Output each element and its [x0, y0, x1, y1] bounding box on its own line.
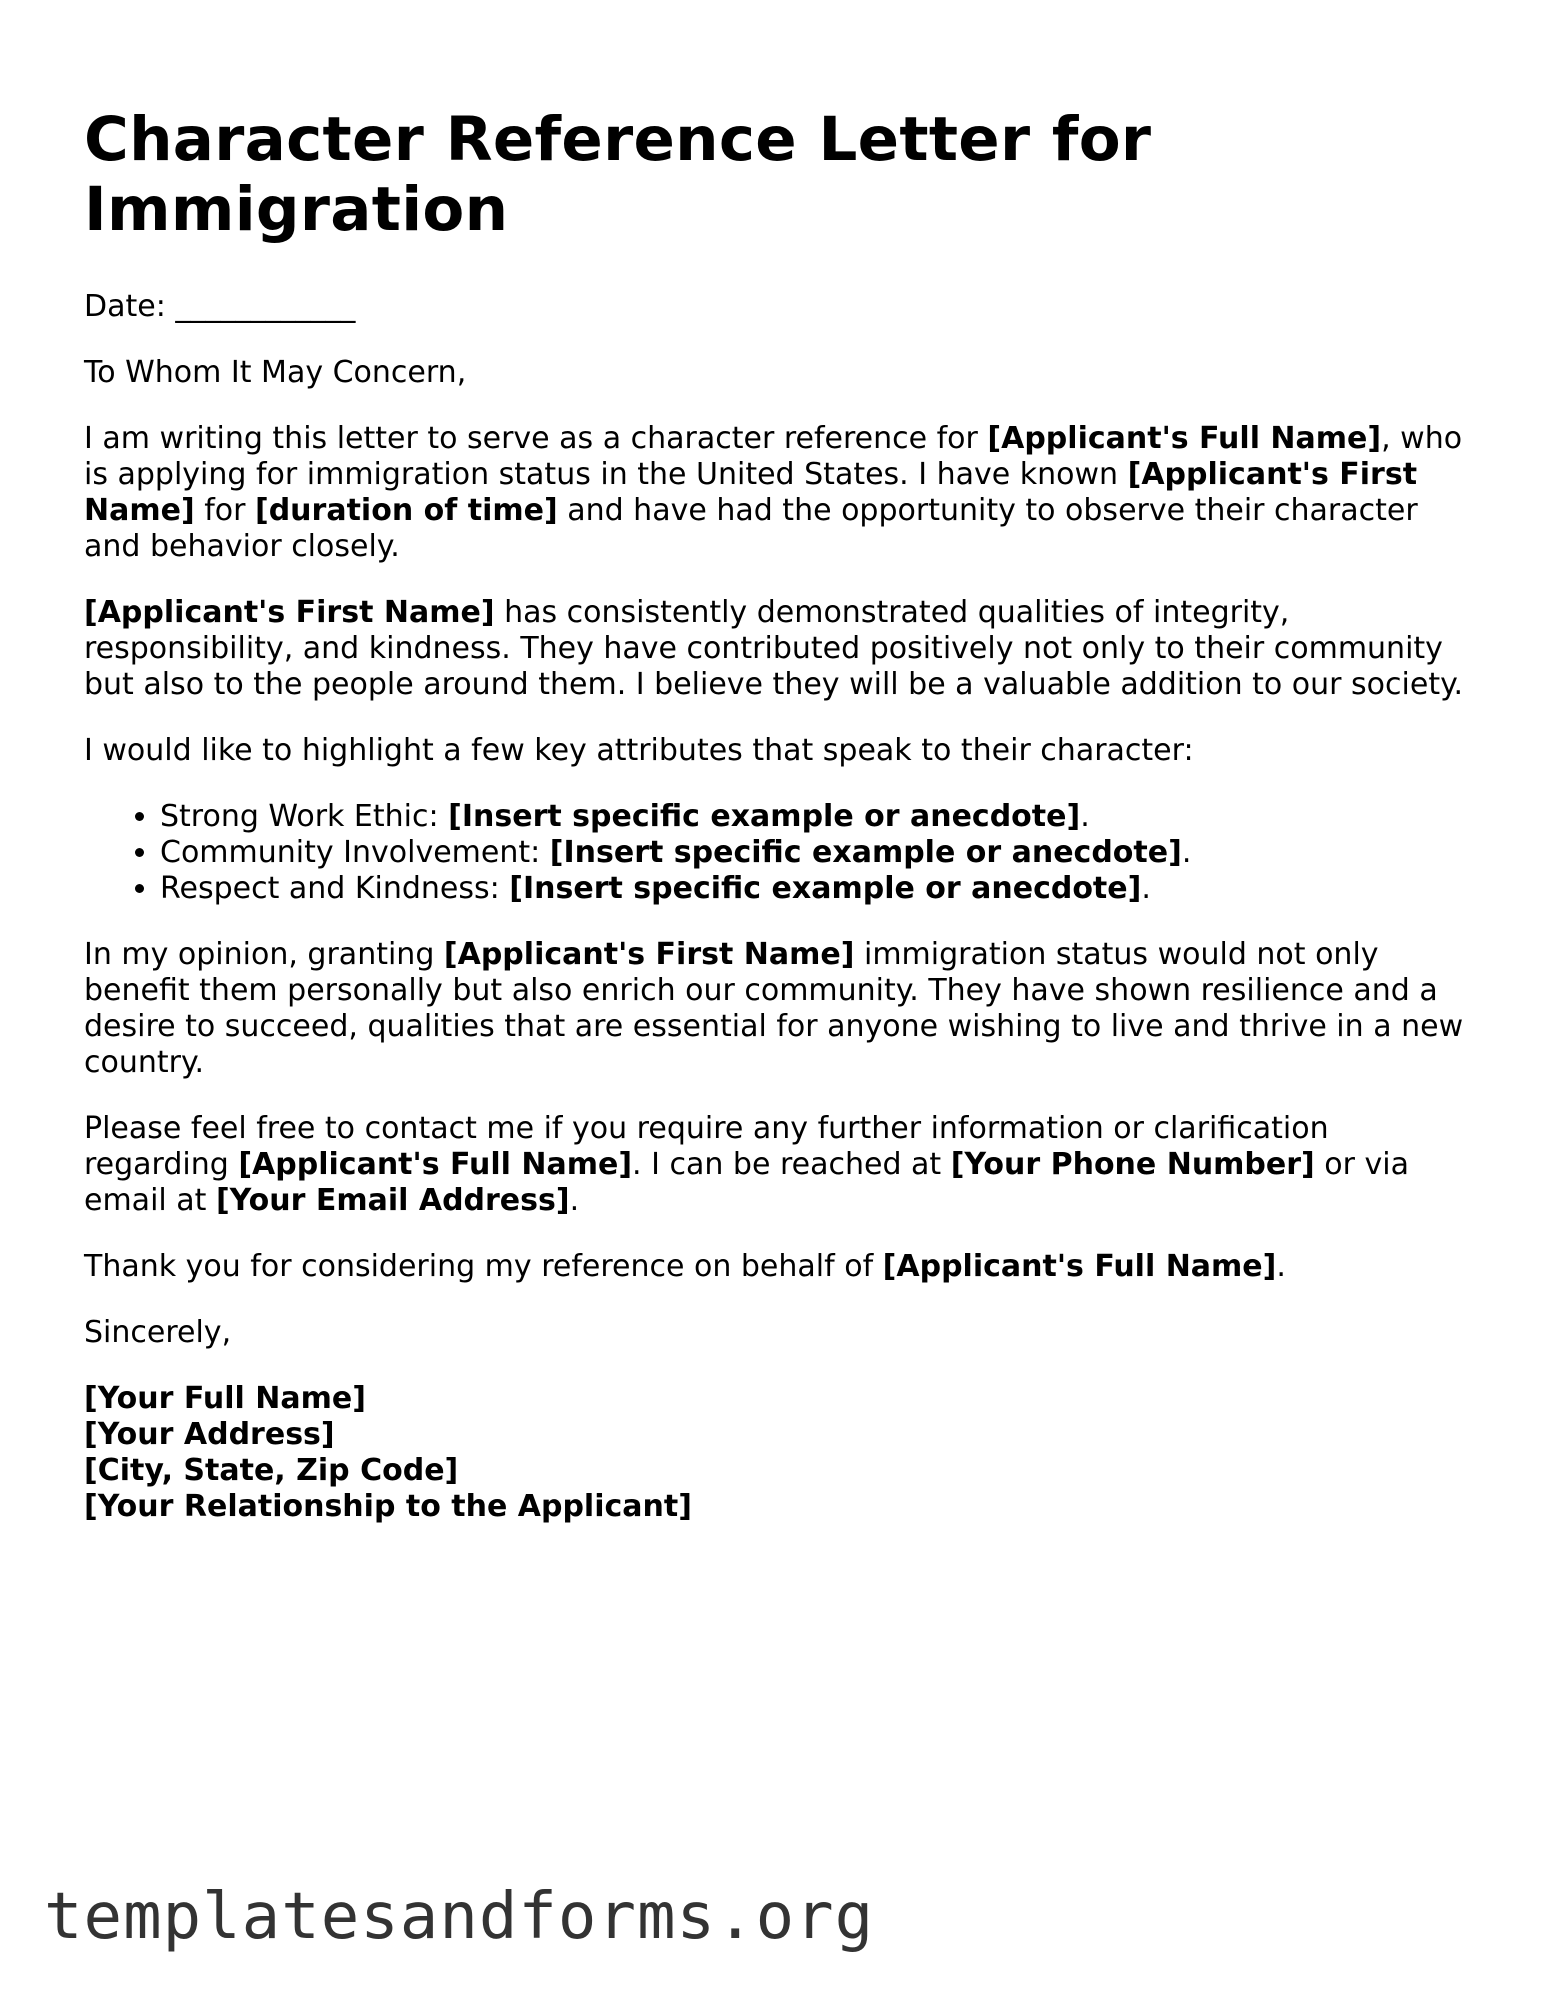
text: Thank you for considering my reference on behalf of	[84, 1249, 883, 1284]
text: .	[1276, 1249, 1286, 1284]
date-line	[84, 289, 1464, 325]
attribute-label: Strong Work Ethic:	[160, 799, 449, 834]
letter	[84, 105, 1464, 1525]
text: I am writing this letter to serve as a character reference for	[84, 421, 988, 456]
salutation: To Whom It May Concern,	[84, 355, 467, 390]
paragraph-qualities	[84, 595, 1464, 703]
list-item	[160, 835, 1464, 871]
signature-name: [Your Full Name]	[84, 1381, 366, 1416]
closing: Sincerely,	[84, 1315, 232, 1350]
placeholder-applicant-first-name: [Applicant's First Name]	[84, 457, 1418, 528]
text: and have had the opportunity to observe their character and behavior closely.	[84, 493, 1418, 564]
text: immigration status would not only benefit them personally but also enrich our community. They have shown resilience and a desire to succeed, qualities that are essential for anyone wishing to live and thrive in a new country.	[84, 937, 1464, 1080]
placeholder-phone: [Your Phone Number]	[950, 1147, 1315, 1182]
text: In my opinion, granting	[84, 937, 444, 972]
placeholder-applicant-full-name: [Applicant's Full Name]	[238, 1147, 633, 1182]
text: .	[1080, 799, 1090, 834]
placeholder-applicant-first-name: [Applicant's First Name]	[84, 595, 495, 630]
text: has consistently demonstrated qualities of integrity, responsibility, and kindness. They have contributed positively not only to their community but also to the people around them. I believe they will be a valuable addition to our society.	[84, 595, 1464, 702]
text: Please feel free to contact me if you require any further information or clarification regarding	[84, 1111, 1329, 1182]
text: . I can be reached at	[632, 1147, 951, 1182]
text: for	[194, 493, 255, 528]
placeholder-example: [Insert specific example or anecdote]	[549, 835, 1182, 870]
signature-relationship: [Your Relationship to the Applicant]	[84, 1489, 692, 1524]
paragraph-intro	[84, 421, 1464, 565]
paragraph-contact	[84, 1111, 1464, 1219]
placeholder-applicant-full-name: [Applicant's Full Name]	[882, 1249, 1277, 1284]
paragraph-thanks	[84, 1249, 1464, 1285]
signature-block	[84, 1381, 1464, 1525]
list-item	[160, 799, 1464, 835]
placeholder-applicant-full-name: [Applicant's Full Name]	[987, 421, 1382, 456]
placeholder-applicant-first-name: [Applicant's First Name]	[443, 937, 855, 972]
text: or via email at	[84, 1147, 1409, 1218]
attribute-label: Community Involvement:	[160, 835, 550, 870]
date-label: Date:	[84, 289, 166, 324]
text: .	[569, 1183, 580, 1218]
page-title: Character Reference Letter for Immigration	[84, 104, 1152, 245]
text: .	[1141, 871, 1151, 906]
date-blank: ____________	[175, 289, 356, 324]
attribute-label: Respect and Kindness:	[160, 871, 510, 906]
watermark: templatesandforms.org	[44, 1880, 875, 1954]
placeholder-email: [Your Email Address]	[215, 1183, 570, 1218]
list-item	[160, 871, 1464, 907]
paragraph-opinion	[84, 937, 1464, 1081]
placeholder-example: [Insert specific example or anecdote]	[509, 871, 1142, 906]
placeholder-duration: [duration of time]	[255, 493, 558, 528]
placeholder-example: [Insert specific example or anecdote]	[448, 799, 1081, 834]
text: , who is applying for immigration status in the United States. I have known	[84, 421, 1463, 492]
signature-address: [Your Address]	[84, 1417, 335, 1452]
signature-city: [City, State, Zip Code]	[84, 1453, 459, 1488]
paragraph-attributes-intro: I would like to highlight a few key attributes that speak to their character:	[84, 733, 1194, 768]
attributes-list	[84, 799, 1464, 907]
text: .	[1181, 835, 1192, 870]
